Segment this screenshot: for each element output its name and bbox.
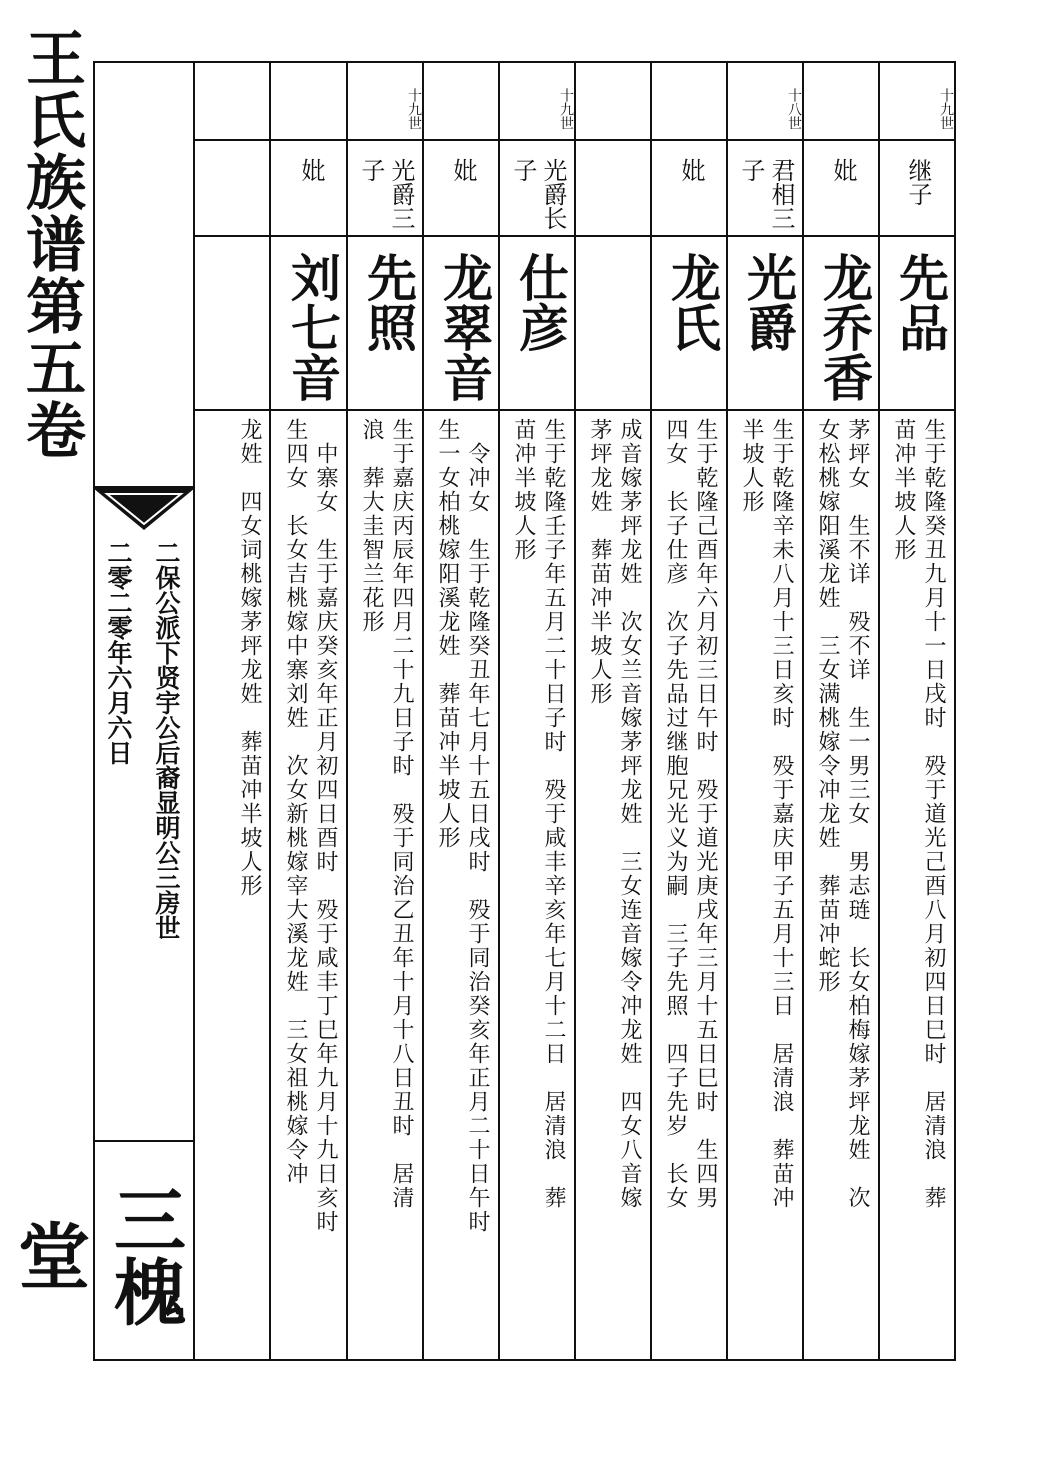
person-name: 龙氏 — [663, 252, 722, 352]
biography-text: 生于乾隆己酉年六月初三日午时 殁于道光庚戌年三月十五日巳时 生四男 四女 长子仕彦 次子先品过继胞兄光义为嗣 三子先照 四子先岁 长女 — [663, 418, 718, 1210]
generation-label: 十九世 — [558, 88, 574, 130]
person-name: 仕彦 — [511, 252, 570, 352]
biography-text: 生于嘉庆丙辰年四月二十九日子时 殁于同治乙丑年十月十八日丑时 居清 浪 葬大圭智兰花形 — [359, 418, 414, 1210]
relation-label: 君相三子 — [737, 158, 795, 230]
biography-text: 令冲女 生于乾隆癸丑年七月十五日戌时 殁于同治癸亥年正月二十日午时 生一女柏桃嫁阳溪龙姓 葬苗冲半坡人形 — [435, 418, 490, 1234]
relation-label: 光爵三子 — [357, 158, 415, 230]
person-name: 龙乔香 — [815, 252, 874, 402]
relation-label: 妣 — [297, 158, 325, 182]
generation-label: 十九世 — [938, 88, 954, 130]
relation-label: 妣 — [677, 158, 705, 182]
biography-text: 成音嫁茅坪龙姓 次女兰音嫁茅坪龙姓 三女连音嫁令冲龙姓 四女八音嫁 茅坪龙姓 葬苗冲半坡人形 — [587, 418, 642, 1210]
biography-text: 生于乾隆癸丑九月十一日戌时 殁于道光己酉八月初四日巳时 居清浪 葬 苗冲半坡人形 — [891, 418, 946, 1210]
relation-label: 光爵长子 — [509, 158, 567, 230]
biography-text: 龙姓 四女词桃嫁茅坪龙姓 葬苗冲半坡人形 — [237, 418, 262, 898]
book-title: 王氏族谱第五卷 — [16, 27, 86, 461]
person-name: 龙翠音 — [435, 252, 494, 402]
biography-text: 茅坪女 生不详 殁不详 生一男三女 男志琏 长女柏梅嫁茅坪龙姓 次 女松桃嫁阳溪龙姓 三女满桃嫁令冲龙姓 葬苗冲蛇形 — [815, 418, 870, 1210]
person-name: 刘七音 — [283, 252, 342, 402]
book-subtitle: 二保公派下贤宇公后裔显明公三房世 — [152, 540, 181, 940]
person-name: 先照 — [359, 252, 418, 352]
relation-label: 继子 — [904, 158, 932, 206]
compile-date: 二零二零年六月六日 — [104, 540, 133, 765]
person-name: 光爵 — [739, 252, 798, 352]
generation-label: 十九世 — [406, 88, 422, 130]
hall-name: 三槐堂 — [6, 1183, 187, 1327]
relation-label: 妣 — [449, 158, 477, 182]
biography-text: 生于乾隆壬子年五月二十日子时 殁于咸丰辛亥年七月十二日 居清浪 葬 苗冲半坡人形 — [511, 418, 566, 1210]
biography-text: 生于乾隆辛未八月十三日亥时 殁于嘉庆甲子五月十三日 居清浪 葬苗冲 半坡人形 — [739, 418, 794, 1210]
fishtail-ornament — [93, 488, 195, 534]
relation-label: 妣 — [829, 158, 857, 182]
generation-label: 十八世 — [786, 88, 802, 130]
person-name: 先品 — [891, 252, 950, 352]
biography-text: 中寨女 生于嘉庆癸亥年正月初四日酉时 殁于咸丰丁巳年九月十九日亥时 生四女 长女吉桃嫁中寨刘姓 次女新桃嫁宰大溪龙姓 三女祖桃嫁令冲 — [283, 418, 338, 1234]
hall-divider — [93, 1140, 195, 1142]
